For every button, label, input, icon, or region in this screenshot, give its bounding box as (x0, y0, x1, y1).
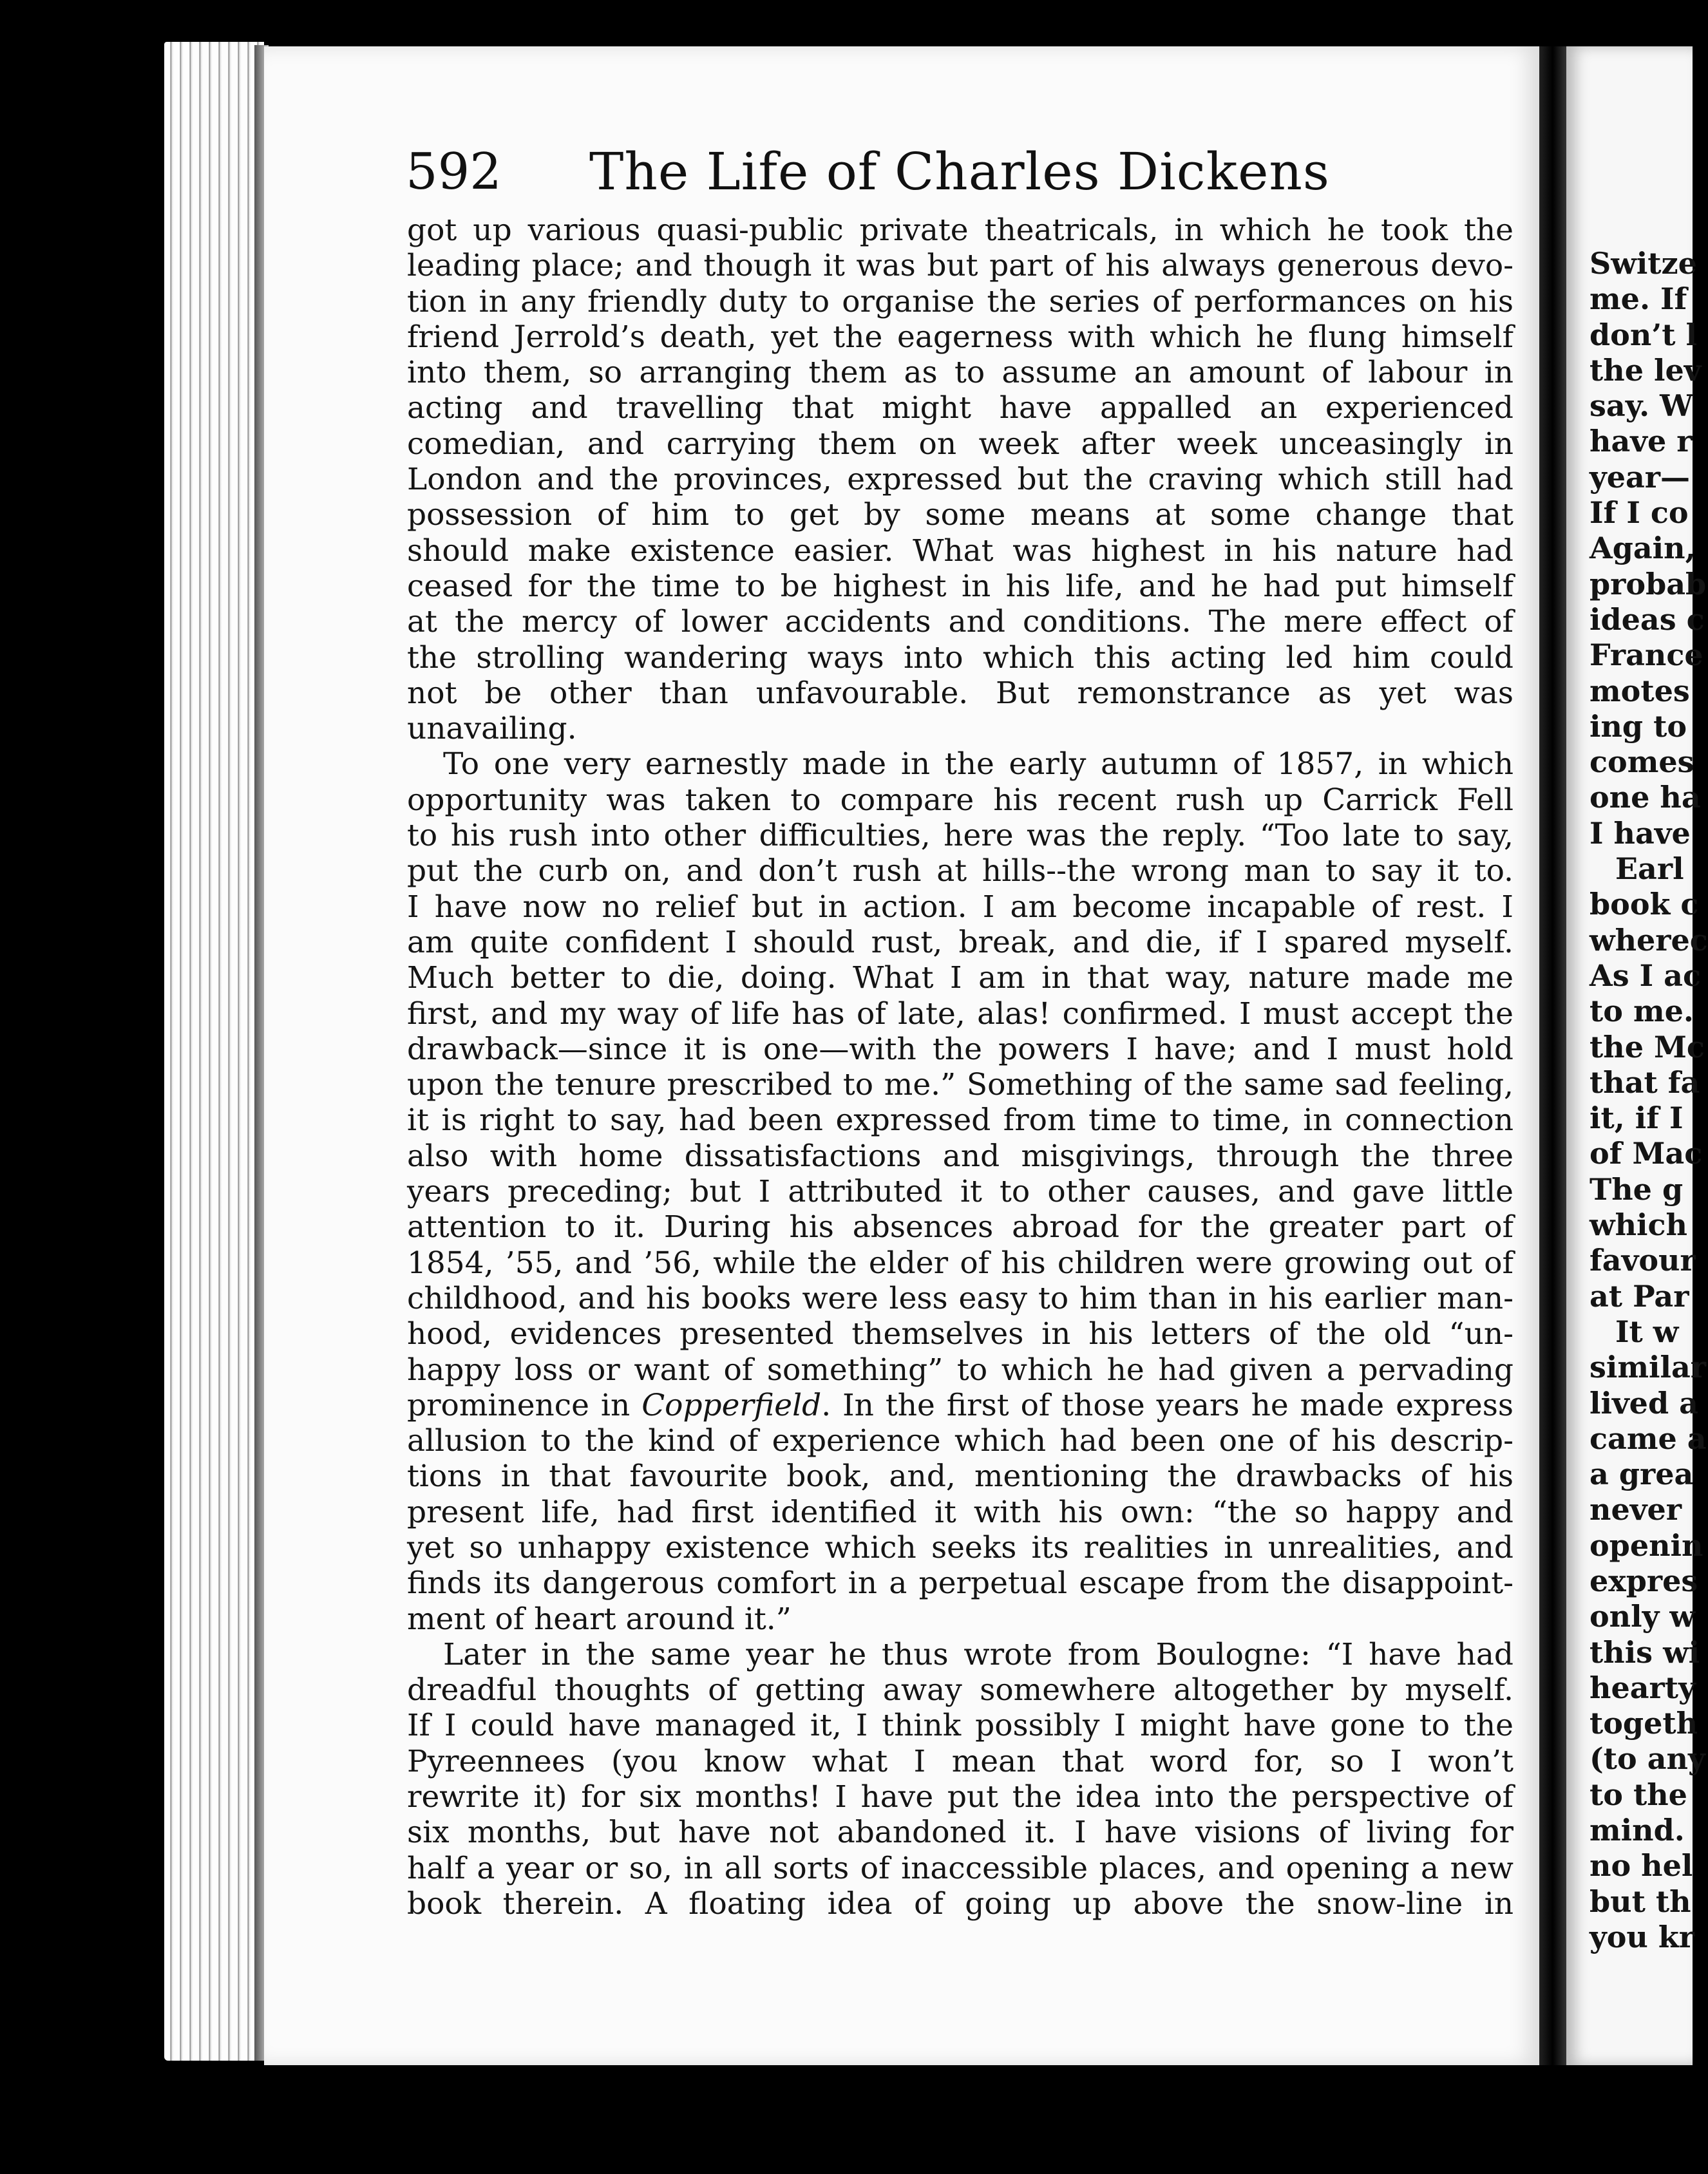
right-page-line: a grea (1589, 1457, 1694, 1492)
right-page-line: ideas c (1589, 601, 1705, 637)
text-line: possession of him to get by some means at some change that (407, 497, 1513, 533)
text-line: six months, but have not abandoned it. I have visions of living for (407, 1815, 1513, 1851)
right-page-line: I have (1589, 815, 1691, 851)
page-title: The Life of Charles Dickens (589, 142, 1330, 202)
right-page-line: you kr (1589, 1919, 1694, 1954)
text-line: London and the provinces, expressed but the craving which still had (407, 462, 1513, 498)
text-line: tions in that favourite book, and, mentioning the drawbacks of his (407, 1459, 1513, 1495)
text-line: If I could have managed it, I think possibly I might have gone to the (407, 1708, 1513, 1744)
text-line: rewrite it) for six months! I have put the idea into the perspective of (407, 1779, 1513, 1815)
right-page-line: similar (1589, 1350, 1707, 1385)
right-page-line: probab (1589, 566, 1707, 601)
right-page-line: openin (1589, 1527, 1703, 1563)
right-page-line: me. If (1589, 281, 1687, 317)
right-page-line: it, if I (1589, 1101, 1684, 1136)
text-line: acting and travelling that might have appalled an experienced (407, 390, 1513, 426)
text-line: ceased for the time to be highest in his life, and he had put himself (407, 568, 1513, 604)
text-line: it is right to say, had been expressed from time to time, in connection (407, 1102, 1513, 1139)
right-page-line: to the (1589, 1777, 1687, 1812)
right-page-line: but th (1589, 1884, 1691, 1919)
text-line: allusion to the kind of experience which had been one of his descrip- (407, 1423, 1513, 1459)
page-number: 592 (406, 143, 502, 201)
right-page-text (1589, 246, 1708, 1955)
text-line: Pyreennees (you know what I mean that word for, so I won’t (407, 1743, 1513, 1779)
right-page-line: to me. (1589, 994, 1694, 1029)
text-line: childhood, and his books were less easy to him than in his earlier man- (407, 1280, 1513, 1316)
right-page-line: this wi (1589, 1634, 1700, 1670)
right-page-line: comes (1589, 744, 1694, 780)
text-line: put the curb on, and don’t rush at hills--the wrong man to say it to. (407, 853, 1513, 889)
right-page-line: which (1589, 1207, 1687, 1243)
text-line: present life, had first identified it with his own: “the so happy and (407, 1494, 1513, 1530)
text-line: book therein. A floating idea of going up above the snow-line in (407, 1886, 1513, 1922)
text-fragment: . In the first of those years he made express (821, 1387, 1514, 1423)
left-page (264, 46, 1539, 2065)
text-line: not be other than unfavourable. But remonstrance as yet was (407, 675, 1513, 711)
text-line: dreadful thoughts of getting away somewhere altogether by myself. (407, 1672, 1513, 1708)
right-page-line: the lev (1589, 352, 1702, 388)
right-page-line: France (1589, 638, 1703, 673)
text-line: Much better to die, doing. What I am in that way, nature made me (407, 960, 1513, 996)
right-page-line: no hel (1589, 1848, 1693, 1884)
text-line: first, and my way of life has of late, alas! confirmed. I must accept the (407, 996, 1513, 1032)
text-line: tion in any friendly duty to organise the series of performances on his (407, 283, 1513, 319)
right-page-line: As I ac (1589, 958, 1701, 993)
right-page-line: don’t l (1589, 317, 1698, 352)
running-head (406, 133, 1513, 211)
text-line: hood, evidences presented themselves in his letters of the old “un- (407, 1316, 1513, 1352)
right-page-line: expres (1589, 1563, 1698, 1598)
right-page-line: wherec (1589, 922, 1708, 958)
text-line: opportunity was taken to compare his recent rush up Carrick Fell (407, 782, 1513, 818)
text-line: am quite confident I should rust, break, and die, if I spared myself. (407, 924, 1513, 960)
right-page-line: The g (1589, 1171, 1684, 1207)
right-page-line: (to any (1589, 1741, 1705, 1777)
text-line: I have now no relief but in action. I am become incapable of rest. I (407, 889, 1513, 925)
text-line: at the mercy of lower accidents and conditions. The mere effect of (407, 604, 1513, 640)
book-title-italic: Copperfield (641, 1387, 822, 1423)
right-page-line: year— (1589, 459, 1691, 495)
text-line: attention to it. During his absences abroad for the greater part of (407, 1209, 1513, 1245)
text-line: should make existence easier. What was highest in his nature had (407, 533, 1513, 569)
text-line: the strolling wandering ways into which this acting led him could (407, 639, 1513, 676)
right-page-line: came a (1589, 1421, 1707, 1456)
right-page-line: only w (1589, 1599, 1695, 1634)
right-page-line: at Par (1589, 1278, 1689, 1314)
right-page-line: Earl (1615, 851, 1684, 887)
right-page (1566, 46, 1708, 2065)
right-page-line: one ha (1589, 780, 1701, 815)
right-page-line: hearty (1589, 1670, 1696, 1705)
text-line: half a year or so, in all sorts of inaccessible places, and opening a new (407, 1850, 1513, 1886)
page-edges (164, 42, 264, 2061)
right-page-line: It w (1615, 1314, 1679, 1349)
body-text (407, 213, 1513, 1922)
text-line: happy loss or want of something” to which he had given a pervading (407, 1352, 1513, 1388)
book-gutter (1539, 46, 1566, 2065)
right-page-line: ing to (1589, 708, 1687, 744)
right-page-line: togeth (1589, 1706, 1698, 1741)
right-page-line: mind. (1589, 1813, 1685, 1848)
right-page-line: motes (1589, 673, 1690, 708)
text-line: leading place; and though it was but part of his always generous devo- (407, 248, 1513, 284)
text-line: years preceding; but I attributed it to other causes, and gave little (407, 1174, 1513, 1210)
right-page-line: favour (1589, 1243, 1696, 1278)
right-page-line: lived a (1589, 1385, 1698, 1421)
right-page-line: book c (1589, 887, 1699, 922)
text-line: into them, so arranging them as to assume an amount of labour in (407, 355, 1513, 391)
text-line: comedian, and carrying them on week after week unceasingly in (407, 426, 1513, 462)
right-page-line: say. W (1589, 388, 1693, 424)
text-line: finds its dangerous comfort in a perpetual escape from the disappoint- (407, 1565, 1513, 1602)
text-line: 1854, ’55, and ’56, while the elder of his children were growing out of (407, 1245, 1513, 1281)
right-page-line: Again, (1589, 531, 1696, 566)
right-page-line: the Mc (1589, 1029, 1705, 1064)
text-line: To one very earnestly made in the early autumn of 1857, in which (443, 746, 1513, 782)
text-line: prominence in Copperfield. In the first of those years he made express (407, 1387, 1514, 1423)
text-line: friend Jerrold’s death, yet the eagerness with which he flung himself (407, 319, 1513, 355)
text-line: also with home dissatisfactions and misgivings, through the three (407, 1138, 1513, 1174)
text-line: unavailing. (407, 711, 577, 747)
right-page-line: have r (1589, 424, 1693, 459)
text-line: ment of heart around it.” (407, 1601, 792, 1637)
right-page-line: never (1589, 1492, 1682, 1527)
right-page-line: of Mac (1589, 1136, 1703, 1171)
right-page-line: If I co (1589, 495, 1689, 531)
right-page-line: that fa (1589, 1064, 1700, 1100)
text-line: Later in the same year he thus wrote from Boulogne: “I have had (443, 1636, 1513, 1672)
text-line: got up various quasi-public private theatricals, in which he took the (407, 213, 1513, 248)
text-line: yet so unhappy existence which seeks its realities in unrealities, and (407, 1529, 1513, 1565)
text-line: to his rush into other difficulties, here was the reply. “Too late to say, (407, 818, 1513, 854)
text-line: upon the tenure prescribed to me.” Something of the same sad feeling, (407, 1067, 1513, 1103)
right-page-line: Switze (1589, 246, 1697, 281)
text-line: drawback—since it is one—with the powers I have; and I must hold (407, 1031, 1513, 1067)
